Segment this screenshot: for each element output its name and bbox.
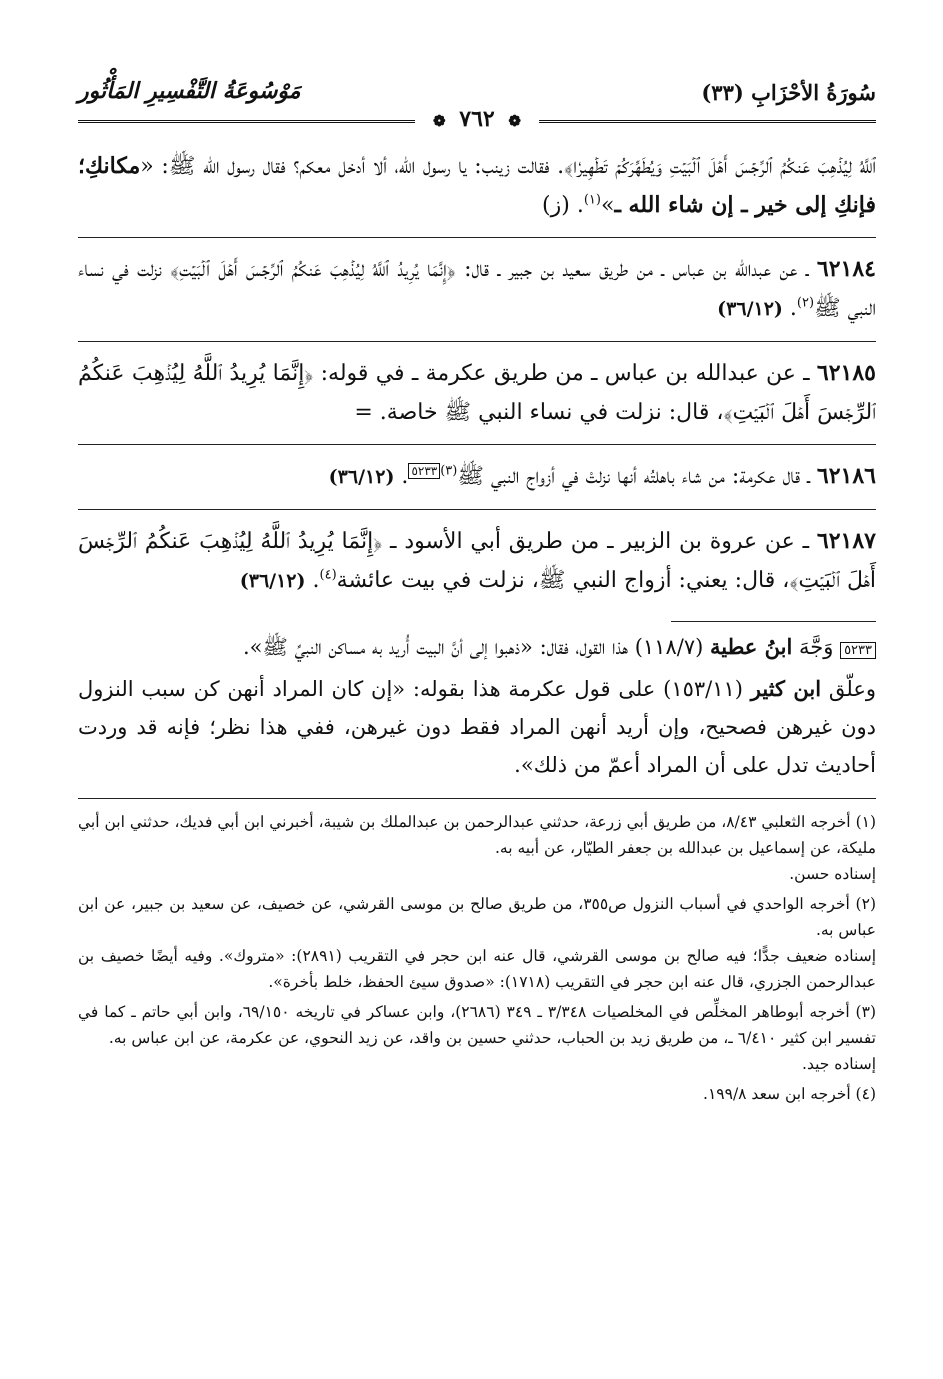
commentary-text: وَجَّهَ xyxy=(792,635,841,659)
header-rule-wrap xyxy=(78,106,876,132)
entry-1 xyxy=(78,250,876,329)
commentary-text: (١٥٣/١١) على قول عكرمة هذا بقوله: «إن كان المراد أنهن كن سبب النزول دون غيرهن فصحيح، وإن أريد أنهن المراد فقط دون غيرهن، ففي هذا نظر؛ فإنه قد وردت أحاديث تدل على أن المراد أعمّ من ذلك». xyxy=(78,677,876,777)
entry-0 xyxy=(78,147,876,225)
entry-bold: ٦٢١٨٥ xyxy=(816,360,876,386)
footnote-2: (٢) أخرجه الواحدي في أسباب النزول ص٣٥٥، من طريق صالح بن موسى القرشي، عن خصيف، عن سعيد بن جبير، عن ابن عباس به. xyxy=(78,895,876,939)
ornament-left-icon: ❁ xyxy=(433,112,446,130)
surah-title: سُورَةُ الأحْزَابِ (٣٣) xyxy=(701,80,876,105)
separator xyxy=(78,341,876,342)
footnote-4: (٤) أخرجه ابن سعد ١٩٩/٨. xyxy=(703,1085,876,1103)
volume-reference: (٣٦/١٢) xyxy=(328,466,395,488)
footnote-1: (١) أخرجه الثعلبي ٨/٤٣، من طريق أبي زرعة، حدثني عبدالرحمن بن عبدالملك بن شيبة، أخبرني ابن أبي فديك، حدثني ابن أبي مليكة، عن إسماعيل بن عبدالله بن جعفر الطيّار، عن أبيه به. xyxy=(78,813,877,857)
separator xyxy=(78,444,876,445)
commentary-text: وعلّق xyxy=(821,677,877,701)
commentary xyxy=(78,628,876,784)
page-number-block xyxy=(415,106,539,132)
commentary-bold: ابن كثير xyxy=(750,676,822,701)
entry-2 xyxy=(78,354,876,432)
entry-bold: ٦٢١٨٦ xyxy=(816,463,876,489)
volume-reference: (٣٦/١٢) xyxy=(239,570,306,592)
commentary-bold: ابنُ عطية xyxy=(709,634,793,659)
ornament-right-icon: ❁ xyxy=(508,112,521,130)
entry-text: . xyxy=(305,568,320,593)
footnote-ref: (١) xyxy=(583,192,601,208)
document-page xyxy=(78,70,876,1107)
entry-text: » xyxy=(600,193,615,218)
entry-text: . xyxy=(394,464,409,489)
page-number: ٧٦٢ xyxy=(459,106,495,132)
commentary-marker: ٥٢٣٣ xyxy=(840,642,876,659)
book-title: مَوْسُوعَةُ التَّفْسِيرِ المَأْثُور xyxy=(78,78,301,104)
entry-bold: ٦٢١٨٤ xyxy=(816,256,876,282)
footnote-ref: (٣) xyxy=(440,463,458,479)
volume-reference: (٣٦/١٢) xyxy=(717,298,783,320)
separator xyxy=(78,237,876,238)
footnote-ref: (٤) xyxy=(319,567,337,583)
entry-text: ٱللَّهُ لِيُذۡهِبَ عَنكُمُ ٱلرِّجۡسَ أَهۡلَ ٱلۡبَيۡتِ وَيُطَهِّرَكُمۡ تَطۡهِيرٗا﴾. فقالت زينب: يا رسول الله، ألا أدخل معكم؟ فقال رسول الله ﷺ: « xyxy=(140,154,877,179)
footnote-rule xyxy=(78,798,876,799)
entry-text: . xyxy=(782,296,797,321)
entry-bold: مكانكِ؛ فإنكِ إلى خير ـ إن شاء الله ـ xyxy=(78,153,876,218)
main-text xyxy=(78,147,876,601)
footnotes xyxy=(78,809,876,1107)
entry-text: ـ قال عكرمة: من شاء باهلتُه أنها نزلتْ في أزواج النبي ﷺ xyxy=(457,464,817,489)
entry-text: ـ عن عروة بن الزبير ـ من طريق أبي الأسود ـ ﴿إِنَّمَا يُرِيدُ ٱللَّهُ لِيُذۡهِبَ عَنكُمُ ٱلرِّجۡسَ أَهۡلَ ٱلۡبَيۡتِ﴾، قال: يعني: أزواج النبي ﷺ، نزلت في بيت عائشة xyxy=(78,529,876,593)
commentary-marker: ٥٢٣٣ xyxy=(408,463,440,479)
entry-bold: ٦٢١٨٧ xyxy=(816,528,876,554)
footnote-2-grade: إسناده ضعيف جدًّا؛ فيه صالح بن موسى القرشي، قال عنه ابن حجر في التقريب (٢٨٩١): «متروك». وفيه أيضًا خصيف بن عبدالرحمن الجزري، قال عنه ابن حجر في التقريب (١٧١٨): «صدوق سيئ الحفظ، خلط بأخرة». xyxy=(78,947,877,991)
footnote-1-grade: إسناده حسن. xyxy=(789,865,876,883)
entry-text: ـ عن عبدالله بن عباس ـ من طريق سعيد بن جبير ـ قال: ﴿إِنَّمَا يُرِيدُ ٱللَّهُ لِيُذۡهِبَ عَنكُمُ ٱلرِّجۡسَ أَهۡلَ ٱلۡبَيۡتِ﴾ نزلت في نساء النبي ﷺ xyxy=(78,257,876,321)
entry-text: ـ عن عبدالله بن عباس ـ من طريق عكرمة ـ في قوله: ﴿إِنَّمَا يُرِيدُ ٱللَّهُ لِيُذۡهِبَ عَنكُمُ ٱلرِّجۡسَ أَهۡلَ ٱلۡبَيۡتِ﴾، قال: نزلت في نساء النبي ﷺ خاصة. = xyxy=(78,361,876,425)
commentary-text: (١١٨/٧) هذا القول، فقال: «ذهبوا إلى أنَّ البيت أُريد به مساكن النبيِّ ﷺ». xyxy=(243,635,710,659)
commentary-rule xyxy=(671,621,876,622)
footnote-ref: (٢) xyxy=(796,295,815,311)
commentary-1 xyxy=(78,670,876,784)
entry-text: . (ز) xyxy=(542,193,584,218)
footnote-3-grade: إسناده جيد. xyxy=(802,1055,876,1073)
commentary-0 xyxy=(78,628,876,670)
separator xyxy=(78,509,876,510)
entry-3 xyxy=(78,457,876,497)
footnote-3: (٣) أخرجه أبوطاهر المخلِّص في المخلصيات ٣/٣٤٨ ـ ٣٤٩ (٢٦٨٦)، وابن عساكر في تاريخه ٦٩/١٥٠، وابن أبي حاتم ـ كما في تفسير ابن كثير ٦/٤١٠ ـ، من طريق زيد بن الحباب، حدثني حسين بن واقد، عن زيد النحوي، عن عكرمة، عن ابن عباس به. xyxy=(78,1003,876,1047)
entry-4 xyxy=(78,522,876,601)
